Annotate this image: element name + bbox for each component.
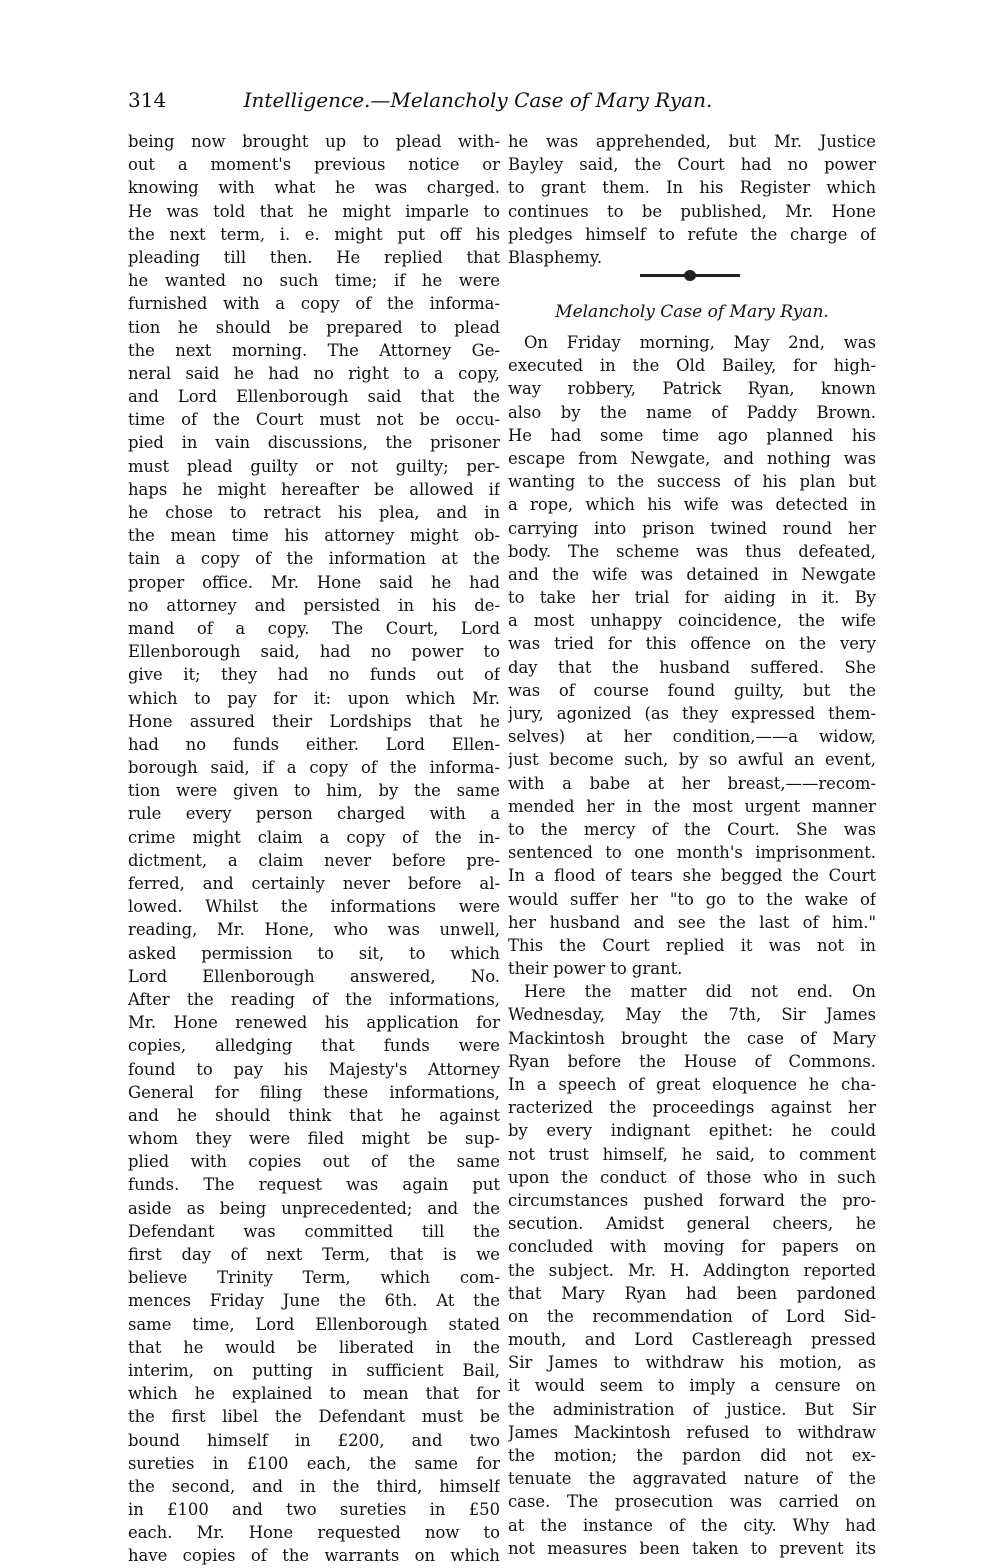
text-line: which to pay for it: upon which Mr.: [128, 688, 500, 708]
text-line: was of course found guilty, but the: [508, 680, 876, 700]
text-line: mand of a copy. The Court, Lord: [128, 618, 500, 638]
text-line: ferred, and certainly never before al-: [128, 874, 500, 893]
text-line: asked permission to sit, to which: [128, 943, 500, 963]
running-title: Intelligence.—Melancholy Case of Mary Ryan.: [243, 88, 713, 112]
text-line: tion were given to him, by the same: [128, 781, 500, 801]
text-line: time of the Court must not be occu-: [128, 410, 500, 430]
text-line: first day of next Term, that is we: [128, 1245, 500, 1264]
text-line: tion he should be prepared to plead: [128, 317, 500, 337]
text-line: also by the name of Paddy Brown.: [508, 402, 876, 422]
text-line: In a flood of tears she begged the Court: [508, 866, 876, 886]
text-line: her husband and see the last of him.": [508, 912, 876, 932]
text-line: way robbery, Patrick Ryan, known: [508, 379, 876, 399]
text-line: Sir James to withdraw his motion, as: [508, 1353, 876, 1373]
text-line: not measures been taken to prevent its: [508, 1538, 876, 1558]
text-line: tain a copy of the information at the: [128, 549, 500, 569]
text-line: continues to be published, Mr. Hone: [508, 201, 876, 221]
text-line: dictment, a claim never before pre-: [128, 850, 500, 870]
text-line: found to pay his Majesty's Attorney: [128, 1059, 500, 1079]
text-line: give it; they had no funds out of: [128, 665, 500, 685]
text-line: racterized the proceedings against her: [508, 1098, 876, 1118]
text-line: and he should think that he against: [128, 1105, 500, 1125]
text-line: upon the conduct of those who in such: [508, 1167, 876, 1187]
divider-dot: [684, 270, 696, 281]
text-line: proper office. Mr. Hone said he had: [128, 572, 500, 592]
text-line: the administration of justice. But Sir: [508, 1399, 876, 1419]
text-line: concluded with moving for papers on: [508, 1237, 876, 1257]
text-line: the motion; the pardon did not ex-: [508, 1446, 876, 1465]
text-line: at the instance of the city. Why had: [508, 1515, 876, 1535]
text-line: each. Mr. Hone requested now to: [128, 1523, 500, 1543]
text-line: Hone assured their Lordships that he: [128, 711, 500, 731]
text-line: mouth, and Lord Castlereagh pressed: [508, 1330, 876, 1350]
text-line: have copies of the warrants on which: [128, 1546, 500, 1566]
text-line: plied with copies out of the same: [128, 1152, 500, 1172]
text-line: and the wife was detained in Newgate: [508, 564, 876, 584]
text-line: and Lord Ellenborough said that the: [128, 387, 500, 407]
text-line: neral said he had no right to a copy,: [128, 363, 500, 383]
text-line: the next morning. The Attorney Ge-: [128, 340, 500, 360]
text-line: by every indignant epithet: he could: [508, 1121, 876, 1141]
text-line: pledges himself to refute the charge of: [508, 224, 876, 244]
text-line: executed in the Old Bailey, for high-: [508, 356, 876, 376]
text-line: Defendant was committed till the: [128, 1221, 500, 1241]
text-line: He was told that he might imparle to: [128, 201, 500, 221]
text-line: Lord Ellenborough answered, No.: [128, 966, 500, 986]
text-line: a most unhappy coincidence, the wife: [508, 611, 876, 631]
text-line: being now brought up to plead with-: [128, 132, 500, 151]
text-line: that Mary Ryan had been pardoned: [508, 1283, 876, 1303]
text-line: haps he might hereafter be allowed if: [128, 479, 500, 499]
text-line: He had some time ago planned his: [508, 425, 876, 445]
text-line: sureties in £100 each, the same for: [128, 1453, 500, 1473]
text-line: day that the husband suffered. She: [508, 657, 876, 677]
text-line: Mr. Hone renewed his application for: [128, 1013, 500, 1033]
text-line: carrying into prison twined round her: [508, 518, 876, 538]
text-line: not trust himself, he said, to comment: [508, 1144, 876, 1164]
text-line: Ryan before the House of Commons.: [508, 1051, 876, 1071]
text-line: it would seem to imply a censure on: [508, 1376, 876, 1396]
text-line: selves) at her condition,——a widow,: [508, 727, 876, 747]
text-line: aside as being unprecedented; and the: [128, 1198, 500, 1218]
text-line: the next term, i. e. might put off his: [128, 224, 500, 244]
text-line: Mackintosh brought the case of Mary: [508, 1028, 876, 1048]
text-line: interim, on putting in sufficient Bail,: [128, 1360, 500, 1380]
text-line: Bayley said, the Court had no power: [508, 155, 876, 175]
section-title: Melancholy Case of Mary Ryan.: [555, 302, 829, 322]
text-line: their power to grant.: [508, 959, 683, 979]
text-line: believe Trinity Term, which com-: [128, 1268, 500, 1288]
text-line: was tried for this offence on the very: [508, 634, 876, 654]
text-line: Ellenborough said, had no power to: [128, 642, 500, 662]
text-line: the subject. Mr. H. Addington reported: [508, 1260, 876, 1280]
text-line: This the Court replied it was not in: [508, 935, 876, 955]
text-line: just become such, by so awful an event,: [508, 750, 876, 770]
text-line: the mean time his attorney might ob-: [128, 526, 500, 546]
text-line: he was apprehended, but Mr. Justice: [508, 132, 876, 151]
text-line: James Mackintosh refused to withdraw: [508, 1422, 876, 1442]
text-line: General for filing these informations,: [128, 1082, 500, 1102]
text-line: mended her in the most urgent manner: [508, 796, 876, 816]
text-line: with a babe at her breast,——recom-: [508, 773, 876, 793]
section-divider-ornament: [640, 268, 740, 284]
text-line: that he would be liberated in the: [128, 1337, 500, 1357]
page-header: [128, 88, 828, 118]
text-line: mences Friday June the 6th. At the: [128, 1291, 500, 1311]
text-line: to grant them. In his Register which: [508, 178, 876, 198]
right-column-body: [508, 331, 876, 1560]
text-line: he wanted no such time; if he were: [128, 271, 500, 291]
page-number: 314: [128, 88, 167, 112]
text-line: Blasphemy.: [508, 247, 603, 267]
text-line: to take her trial for aiding in it. By: [508, 588, 876, 608]
text-line: a rope, which his wife was detected in: [508, 495, 876, 515]
text-line: sentenced to one month's imprisonment.: [508, 843, 876, 863]
text-line: to the mercy of the Court. She was: [508, 819, 876, 839]
text-line: must plead guilty or not guilty; per-: [128, 456, 500, 476]
text-line: After the reading of the informations,: [128, 989, 500, 1009]
text-line: secution. Amidst general cheers, he: [508, 1214, 876, 1234]
text-line: body. The scheme was thus defeated,: [508, 541, 876, 561]
text-line: Wednesday, May the 7th, Sir James: [508, 1005, 876, 1025]
right-column-top: [508, 130, 876, 269]
text-line: jury, agonized (as they expressed them-: [508, 704, 876, 723]
text-line: wanting to the success of his plan but: [508, 472, 876, 492]
text-line: bound himself in £200, and two: [128, 1430, 500, 1450]
text-line: had no funds either. Lord Ellen-: [128, 734, 500, 754]
text-line: no attorney and persisted in his de-: [128, 595, 500, 615]
text-line: knowing with what he was charged.: [128, 178, 500, 198]
text-line: In a speech of great eloquence he cha-: [508, 1075, 876, 1094]
text-line: copies, alledging that funds were: [128, 1036, 500, 1056]
text-line: same time, Lord Ellenborough stated: [128, 1314, 500, 1334]
text-line: funds. The request was again put: [128, 1175, 500, 1195]
text-line: On Friday morning, May 2nd, was: [524, 333, 876, 352]
text-line: circumstances pushed forward the pro-: [508, 1190, 876, 1210]
text-line: out a moment's previous notice or: [128, 155, 500, 175]
text-line: Here the matter did not end. On: [524, 982, 876, 1002]
text-line: rule every person charged with a: [128, 804, 500, 824]
text-line: reading, Mr. Hone, who was unwell,: [128, 920, 500, 940]
text-line: lowed. Whilst the informations were: [128, 897, 500, 917]
text-line: crime might claim a copy of the in-: [128, 827, 500, 847]
left-column: [128, 130, 500, 1568]
text-line: on the recommendation of Lord Sid-: [508, 1306, 876, 1326]
text-line: the first libel the Defendant must be: [128, 1407, 500, 1427]
text-line: which he explained to mean that for: [128, 1384, 500, 1404]
text-line: pleading till then. He replied that: [128, 247, 500, 267]
text-line: he chose to retract his plea, and in: [128, 503, 500, 522]
text-line: case. The prosecution was carried on: [508, 1492, 876, 1512]
text-line: tenuate the aggravated nature of the: [508, 1469, 876, 1489]
text-line: escape from Newgate, and nothing was: [508, 448, 876, 468]
text-line: the second, and in the third, himself: [128, 1476, 500, 1496]
text-line: furnished with a copy of the informa-: [128, 294, 500, 314]
text-line: whom they were filed might be sup-: [128, 1129, 500, 1149]
text-line: would suffer her "to go to the wake of: [508, 889, 876, 909]
text-line: in £100 and two sureties in £50: [128, 1500, 500, 1520]
text-line: pied in vain discussions, the prisoner: [128, 433, 500, 453]
text-line: borough said, if a copy of the informa-: [128, 758, 500, 778]
